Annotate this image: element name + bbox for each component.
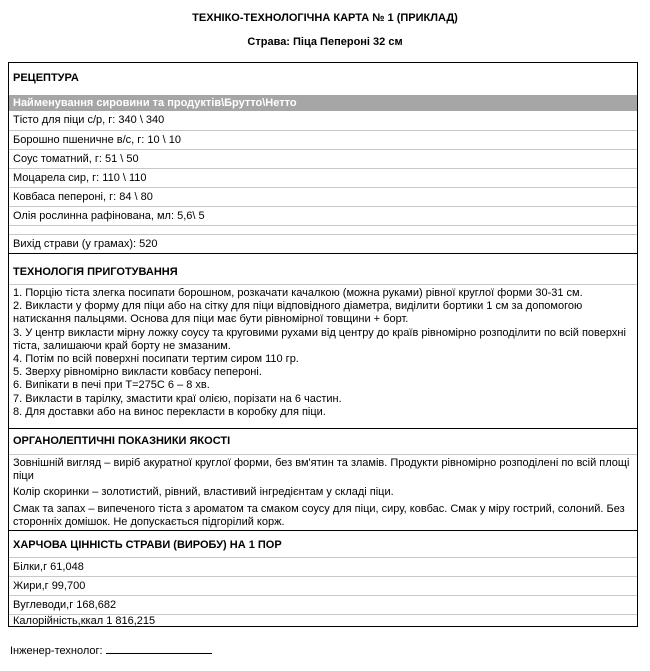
ingredient-row-empty (9, 225, 637, 234)
technology-heading: ТЕХНОЛОГІЯ ПРИГОТУВАННЯ (13, 266, 178, 278)
nutrition-row: Калорійність,ккал 1 816,215 (9, 614, 637, 627)
step: 1. Порцію тіста злегка посипати борошном, розкачати качалкою (можна руками) рівної круглої форми 30-31 см. (13, 287, 583, 299)
step: 6. Випікати в печі при Т=275С 6 – 8 хв. (13, 379, 210, 392)
technology-section (9, 253, 637, 433)
nutrition-row: Вуглеводи,г 168,682 (9, 595, 637, 614)
document-title: ТЕХНІКО-ТЕХНОЛОГІЧНА КАРТА № 1 (ПРИКЛАД) (192, 12, 458, 24)
step: 5. Зверху рівномірно викласти ковбасу пепероні. (13, 366, 262, 379)
engineer-label: Інженер-технолог: (10, 645, 103, 657)
ingredient-row: Тісто для піци с/р, г: 340 \ 340 (13, 114, 165, 126)
recipe-heading: РЕЦЕПТУРА (13, 72, 79, 84)
ingredient-row: Моцарела сир, г: 110 \ 110 (9, 168, 637, 187)
nutrition-heading: ХАРЧОВА ЦІННІСТЬ СТРАВИ (ВИРОБУ) НА 1 ПОР (13, 539, 282, 551)
step: 2. Викласти у форму для піци або на сітку для піци відповідного діаметра, виділити бортики 1 см за допомогою натискання пальцями. Основа для піци має бути рівномірної товщини + борт. (13, 300, 583, 326)
signature-line[interactable] (106, 644, 212, 654)
nutrition-row: Білки,г 61,048 (9, 557, 637, 576)
nutrition-row: Жири,г 99,700 (9, 576, 637, 595)
organoleptic-text (13, 457, 633, 529)
step: 7. Викласти в тарілку, змастити краї олією, порізати на 6 частин. (13, 392, 342, 405)
dish-title: Страва: Піца Пепероні 32 см (247, 36, 403, 48)
nutrition-section (9, 530, 637, 626)
ingredient-row: Соус томатний, г: 51 \ 50 (9, 149, 637, 168)
recipe-column-header: Найменування сировини та продуктів\Брутто\Нетто (9, 95, 637, 111)
organoleptic-line: Колір скоринки – золотистий, рівний, властивий інгредієнтам у складі піци. (13, 486, 394, 499)
ingredient-row: Борошно пшеничне в/с, г: 10 \ 10 (9, 130, 637, 149)
technology-divider (9, 284, 637, 285)
technology-steps (13, 287, 633, 419)
step: 4. Потім по всій поверхні посипати тертим сиром 110 гр. (13, 353, 299, 366)
organoleptic-line: Зовнішній вигляд – виріб акуратної круглої форми, без вм'ятин та зламів. Продукти рівномірно розподілені по всій площі піци (13, 457, 630, 483)
step: 8. Для доставки або на винос перекласти в коробку для піци. (13, 405, 326, 418)
ingredient-row: Ковбаса пепероні, г: 84 \ 80 (9, 187, 637, 206)
engineer-signature (10, 644, 212, 657)
organoleptic-divider (9, 454, 637, 455)
organoleptic-heading: ОРГАНОЛЕПТИЧНІ ПОКАЗНИКИ ЯКОСТІ (13, 435, 231, 447)
tech-card (8, 62, 638, 627)
ingredient-row: Олія рослинна рафінована, мл: 5,6\ 5 (9, 206, 637, 225)
step: 3. У центр викласти мірну ложку соусу та круговими рухами від центру до країв рівномірно розподілити по всій поверхні тіста, залишаючи край борту не змазаним. (13, 326, 626, 352)
yield-row: Вихід страви (у грамах): 520 (9, 234, 637, 253)
organoleptic-line: Смак та запах – випеченого тіста з ароматом та смаком соусу для піци, сиру, ковбас. Смак у міру гострий, солоний. Без сторонніх домішок. Не допускається підгорілий корж. (13, 502, 625, 528)
